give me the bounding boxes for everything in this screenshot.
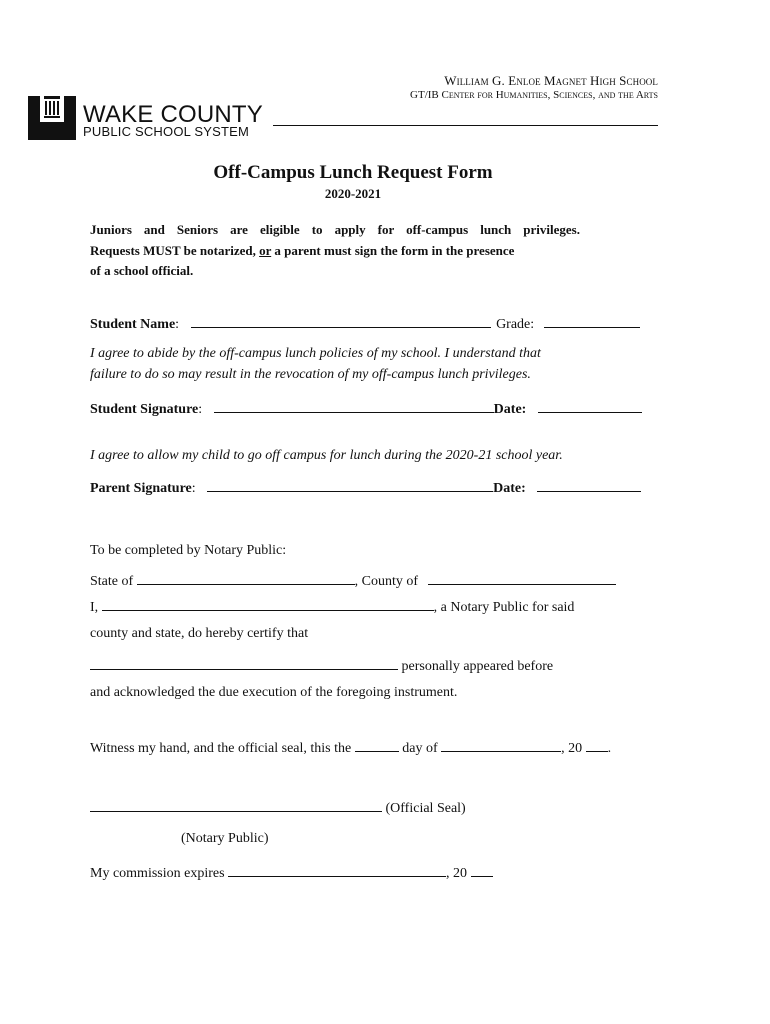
notary-seal-row: [90, 797, 466, 817]
parent-date-field[interactable]: [537, 477, 641, 492]
notary-witness-row: [90, 737, 611, 757]
appeared-person-field[interactable]: [90, 655, 398, 670]
student-date-field[interactable]: [538, 398, 642, 413]
grade-label: Grade:: [496, 317, 535, 332]
student-signature-label: Student Signature: [90, 402, 199, 417]
parent-date-label: Date:: [493, 481, 526, 496]
notary-acknowledged-line: and acknowledged the due execution of the foregoing instrument.: [90, 685, 458, 700]
form-title: Off-Campus Lunch Request Form: [213, 162, 493, 183]
notary-name-field[interactable]: [102, 596, 434, 611]
commission-year-field[interactable]: [471, 862, 493, 877]
logo-subtitle: PUBLIC SCHOOL SYSTEM: [83, 124, 250, 139]
notary-appeared-row: [90, 655, 553, 675]
student-agreement: [90, 343, 541, 385]
student-date-label: Date:: [493, 402, 527, 417]
building-column-icon: [28, 94, 76, 142]
student-agreement-line-1: I agree to abide by the off-campus lunch policies of my school. I understand that: [90, 346, 541, 361]
student-agreement-line-2: failure to do so may result in the revocation of my off-campus lunch privileges.: [90, 367, 531, 382]
commission-20-label: , 20: [446, 866, 471, 881]
witness-period: .: [607, 741, 612, 756]
grade-field[interactable]: [544, 313, 640, 328]
form-year: 2020-2021: [324, 186, 382, 201]
appeared-label: personally appeared before: [398, 659, 554, 674]
witness-month-field[interactable]: [441, 737, 561, 752]
student-signature-row: Student Signature: Date:: [90, 398, 642, 418]
intro-line-2: [90, 241, 610, 262]
notary-name-row: [90, 596, 574, 616]
state-field[interactable]: [137, 570, 355, 585]
official-seal-label: (Official Seal): [382, 801, 466, 816]
notary-i-label: I,: [90, 600, 102, 615]
county-of-label: , County of: [354, 574, 422, 589]
notary-for-label: , a Notary Public for said: [433, 600, 575, 615]
intro-line-2-end: a parent must sign the form in the presence: [271, 242, 515, 258]
commission-label: My commission expires: [90, 866, 229, 881]
witness-label: Witness my hand, and the official seal, this the: [90, 741, 355, 756]
intro-line-3: of a school official.: [90, 263, 194, 278]
student-name-row: Student Name: Grade:: [90, 313, 640, 333]
county-field[interactable]: [428, 570, 616, 585]
center-name: GT/IB Center for Humanities, Sciences, and the Arts: [410, 89, 658, 101]
witness-day-field[interactable]: [355, 737, 399, 752]
intro-line-1: Juniors and Seniors are eligible to apply for off-campus lunch privileges.: [90, 222, 580, 237]
notary-state-county-row: [90, 570, 616, 590]
notary-signature-field[interactable]: [90, 797, 382, 812]
commission-date-field[interactable]: [228, 862, 446, 877]
intro-line-2-start: Requests MUST be notarized,: [90, 242, 260, 258]
parent-signature-label: Parent Signature: [90, 481, 192, 496]
parent-signature-field[interactable]: [207, 477, 493, 492]
student-name-field[interactable]: [191, 313, 491, 328]
intro-or: or: [259, 242, 272, 258]
witness-year-field[interactable]: [586, 737, 608, 752]
logo-title: WAKE COUNTY: [83, 101, 263, 128]
parent-agreement: I agree to allow my child to go off campus for lunch during the 2020-21 school year.: [90, 448, 563, 463]
day-of-label: day of: [398, 741, 442, 756]
school-name: William G. Enloe Magnet High School: [444, 73, 658, 88]
student-name-label: Student Name: [90, 317, 176, 332]
eligibility-instructions: [90, 220, 610, 282]
notary-certify-line: county and state, do hereby certify that: [90, 626, 309, 641]
state-of-label: State of: [90, 574, 137, 589]
parent-signature-row: Parent Signature: Date:: [90, 477, 641, 497]
witness-20-label: , 20: [561, 741, 586, 756]
commission-row: [90, 862, 493, 882]
header-divider: [273, 125, 658, 126]
notary-public-label: (Notary Public): [181, 831, 269, 846]
notary-intro: To be completed by Notary Public:: [90, 543, 287, 558]
student-signature-field[interactable]: [214, 398, 494, 413]
